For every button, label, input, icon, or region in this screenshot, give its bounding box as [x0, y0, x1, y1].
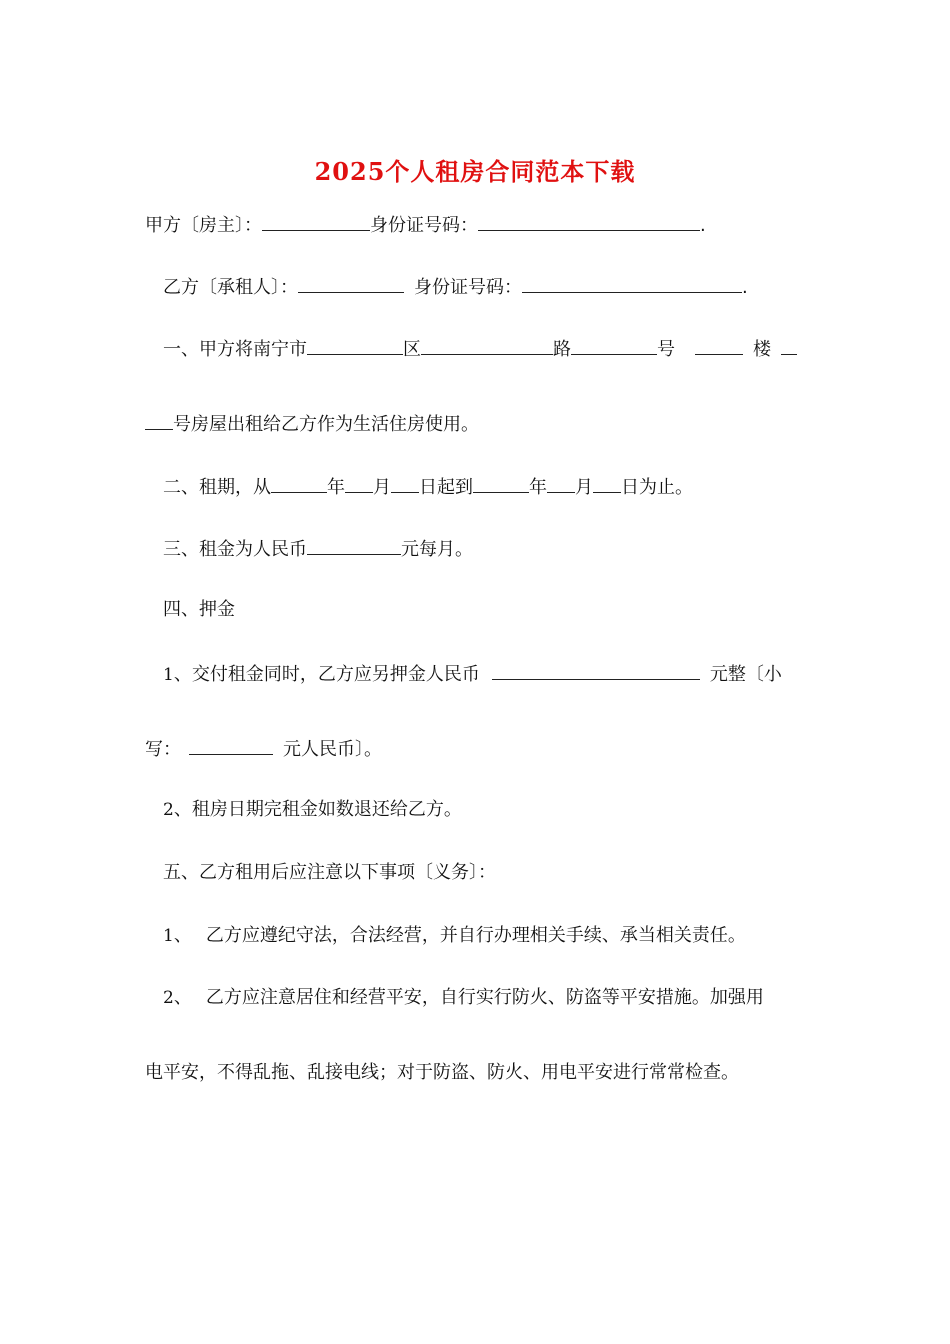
district-label: 区 [403, 339, 421, 360]
number-blank[interactable] [571, 336, 657, 355]
party-a-id-label: 身份证号码： [370, 215, 478, 236]
item-separator: 、 [173, 987, 192, 1008]
day-to-label: 日起到 [419, 477, 473, 498]
end-year-blank[interactable] [473, 474, 529, 493]
month-label: 月 [373, 477, 391, 498]
room-blank-start[interactable] [781, 336, 797, 355]
start-month-blank[interactable] [345, 474, 373, 493]
end-month-blank[interactable] [547, 474, 575, 493]
clause-1-cont-text: 号房屋出租给乙方作为生活住房使用。 [173, 414, 479, 435]
deposit-item-2-line [163, 798, 462, 822]
duty-item-1-line [163, 924, 746, 948]
deposit-item-2-text: 、租房日期完租金如数退还给乙方。 [173, 799, 462, 820]
duty-item-2-cont-line: 电平安，不得乱拖、乱接电线；对于防盗、防火、用电平安进行常常检查。 [145, 1062, 739, 1083]
rent-unit: 元每月。 [401, 539, 473, 560]
clause-1-line [163, 336, 797, 362]
lowercase-label: 写： [145, 739, 181, 760]
document-title: 2025个人租房合同范本下载 [314, 157, 636, 186]
building-blank[interactable] [695, 336, 743, 355]
party-a-id-blank[interactable] [478, 212, 700, 231]
room-blank-end[interactable] [145, 411, 173, 430]
clause-1-cont-line [145, 411, 479, 437]
deposit-text: 、交付租金同时，乙方应另押金人民币 [173, 664, 480, 685]
item-number: 2 [163, 988, 174, 1008]
deposit-item-1-cont-line [145, 736, 382, 762]
party-b-line [163, 274, 748, 300]
clause-3-line [163, 536, 473, 562]
item-number: 1 [163, 926, 174, 946]
period: . [742, 277, 748, 298]
month-label: 月 [575, 477, 593, 498]
period: . [700, 215, 706, 236]
building-label: 楼 [753, 339, 771, 360]
duty-item-2-line [163, 986, 764, 1010]
year-label: 年 [529, 477, 547, 498]
end-day-blank[interactable] [593, 474, 621, 493]
item-separator: 、 [173, 925, 192, 946]
duty-item-2-text: 乙方应注意居住和经营平安，自行实行防火、防盗等平安措施。加强用 [205, 987, 764, 1008]
road-label: 路 [553, 339, 571, 360]
number-label: 号 [657, 339, 675, 360]
deposit-unit: 元整〔小 [709, 664, 782, 685]
party-b-id-blank[interactable] [522, 274, 742, 293]
party-b-label: 乙方〔承租人〕： [163, 277, 298, 298]
start-year-blank[interactable] [271, 474, 327, 493]
item-number: 1 [163, 665, 174, 685]
party-a-name-blank[interactable] [262, 212, 370, 231]
rent-amount-blank[interactable] [307, 536, 401, 555]
party-a-label: 甲方〔房主〕： [145, 215, 262, 236]
deposit-lowercase-blank[interactable] [189, 736, 273, 755]
clause-2-text: 二、租期，从 [163, 477, 271, 498]
clause-3-text: 三、租金为人民币 [163, 539, 307, 560]
clause-4-heading: 四、押金 [163, 599, 235, 620]
party-a-line [145, 212, 706, 238]
road-blank[interactable] [421, 336, 553, 355]
deposit-amount-blank[interactable] [492, 661, 700, 680]
start-day-blank[interactable] [391, 474, 419, 493]
day-end-label: 日为止。 [621, 477, 693, 498]
deposit-item-1-line [163, 661, 782, 687]
party-b-id-label: 身份证号码： [414, 277, 522, 298]
duty-item-1-text: 乙方应遵纪守法，合法经营，并自行办理相关手续、承当相关责任。 [205, 925, 746, 946]
clause-5-heading: 五、乙方租用后应注意以下事项〔义务〕： [163, 862, 496, 883]
year-label: 年 [327, 477, 345, 498]
party-b-name-blank[interactable] [298, 274, 404, 293]
clause-2-line [163, 474, 693, 500]
clause-1-text: 一、甲方将南宁市 [163, 339, 307, 360]
lowercase-unit: 元人民币〕。 [283, 739, 382, 760]
district-blank[interactable] [307, 336, 403, 355]
item-number: 2 [163, 800, 174, 820]
